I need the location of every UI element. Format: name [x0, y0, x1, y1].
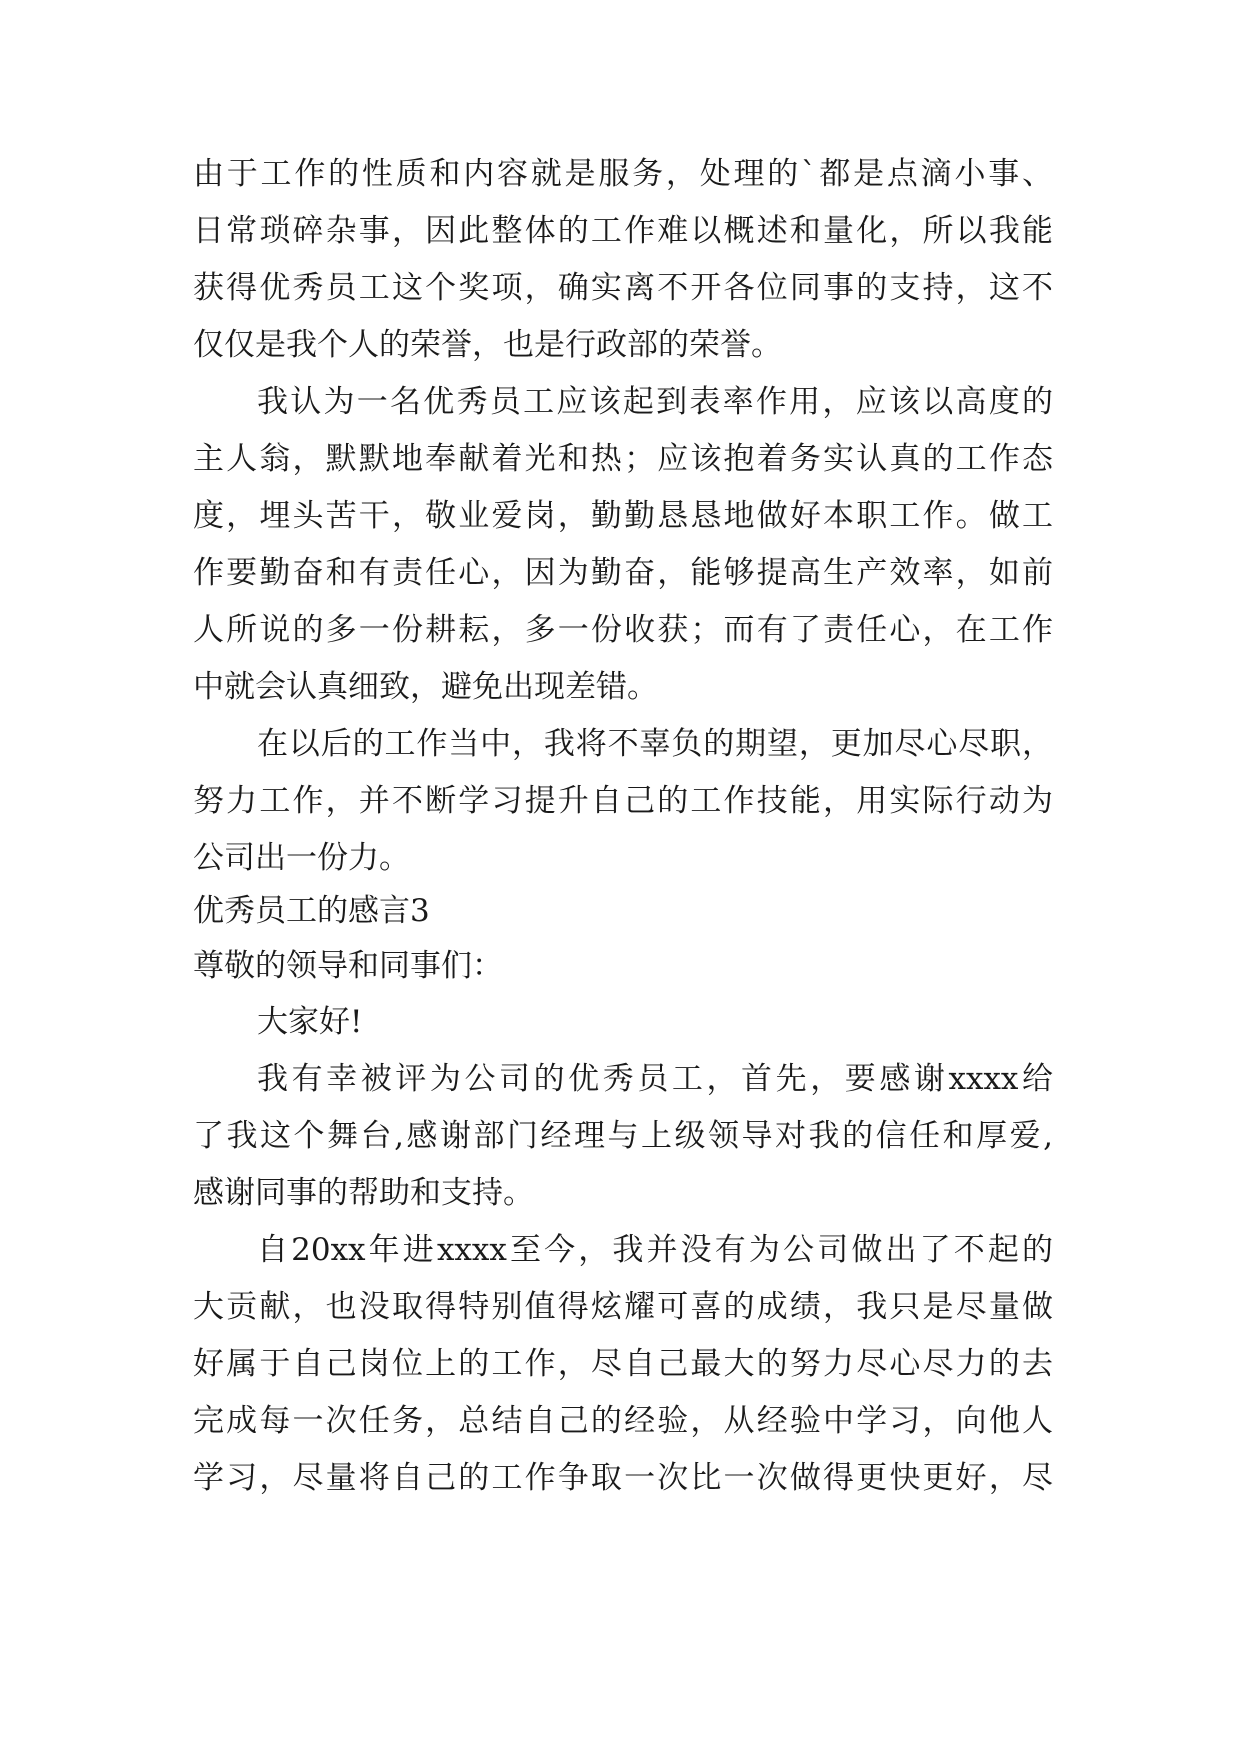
- greeting: 大家好!: [257, 1004, 363, 1040]
- paragraph-line: 大贡献，也没取得特别值得炫耀可喜的成绩，我只是尽量做: [193, 1289, 1053, 1325]
- paragraph-line: 完成每一次任务，总结自己的经验，从经验中学习，向他人: [193, 1403, 1053, 1439]
- paragraph-line: 感谢同事的帮助和支持。: [193, 1175, 534, 1211]
- paragraph-line: 中就会认真细致，避免出现差错。: [193, 669, 658, 705]
- paragraph-line: 获得优秀员工这个奖项，确实离不开各位同事的支持，这不: [193, 270, 1053, 306]
- paragraph-line: 我认为一名优秀员工应该起到表率作用，应该以高度的: [257, 384, 1053, 420]
- paragraph-line: 日常琐碎杂事，因此整体的工作难以概述和量化，所以我能: [193, 213, 1053, 249]
- paragraph-line: 作要勤奋和有责任心，因为勤奋，能够提高生产效率，如前: [193, 555, 1053, 591]
- paragraph-line: 努力工作，并不断学习提升自己的工作技能，用实际行动为: [193, 783, 1053, 819]
- paragraph-line: 学习，尽量将自己的工作争取一次比一次做得更快更好，尽: [193, 1460, 1053, 1496]
- paragraph-line: 我有幸被评为公司的优秀员工，首先，要感谢xxxx给: [257, 1061, 1053, 1097]
- paragraph-line: 人所说的多一份耕耘，多一份收获；而有了责任心，在工作: [193, 612, 1053, 648]
- paragraph-line: 在以后的工作当中，我将不辜负的期望，更加尽心尽职，: [257, 726, 1053, 762]
- salutation: 尊敬的领导和同事们：: [193, 948, 503, 984]
- paragraph-line: 自20xx年进xxxx至今，我并没有为公司做出了不起的: [257, 1232, 1053, 1268]
- paragraph-line: 好属于自己岗位上的工作，尽自己最大的努力尽心尽力的去: [193, 1346, 1053, 1382]
- paragraph-line: 主人翁，默默地奉献着光和热；应该抱着务实认真的工作态: [193, 441, 1053, 477]
- paragraph-line: 公司出一份力。: [193, 840, 410, 876]
- paragraph-line: 仅仅是我个人的荣誉，也是行政部的荣誉。: [193, 327, 782, 363]
- paragraph-line: 度，埋头苦干，敬业爱岗，勤勤恳恳地做好本职工作。做工: [193, 498, 1053, 534]
- section-heading: 优秀员工的感言3: [193, 893, 430, 929]
- paragraph-line: 由于工作的性质和内容就是服务，处理的`都是点滴小事、: [193, 156, 1053, 192]
- paragraph-line: 了我这个舞台,感谢部门经理与上级领导对我的信任和厚爱,: [193, 1118, 1053, 1154]
